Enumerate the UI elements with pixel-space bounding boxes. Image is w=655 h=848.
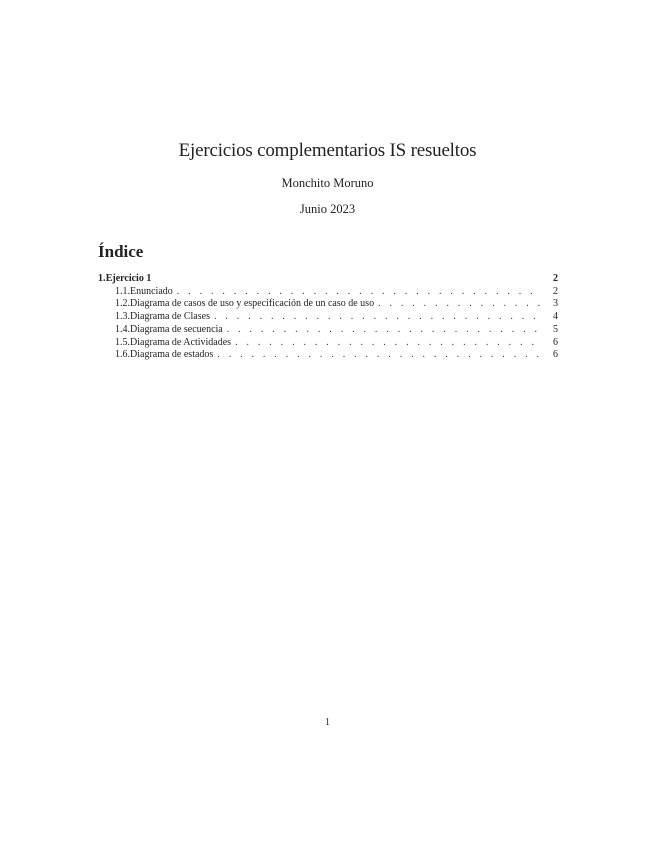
toc-entry-number: 1.2.	[115, 298, 130, 310]
toc-entry-page: 6	[553, 336, 558, 348]
toc-entry-label: Enunciado	[130, 285, 173, 297]
toc-leader-dots	[177, 286, 540, 299]
toc-leader-dots	[235, 337, 540, 350]
page-number: 1	[325, 717, 330, 728]
toc-leader-dots	[227, 324, 540, 337]
toc-leader-dots	[217, 349, 540, 362]
toc-entry-label: Diagrama de casos de uso y especificación de un caso de uso	[130, 298, 375, 310]
toc-entry-diagrama-de-secuencia[interactable]	[98, 324, 558, 337]
toc-section-page: 2	[553, 273, 558, 284]
toc-entry-casos-de-uso[interactable]	[98, 298, 558, 311]
toc-entry-number: 1.5.	[115, 336, 130, 348]
toc-entry-number: 1.4.	[115, 323, 130, 335]
toc-section-label: Ejercicio 1	[105, 273, 152, 284]
toc-entry-page: 4	[553, 311, 558, 323]
toc-entry-number: 1.3.	[115, 311, 130, 323]
toc-entry-page: 6	[553, 349, 558, 361]
toc-entry-page: 5	[553, 323, 558, 335]
document-author: Monchito Moruno	[281, 176, 374, 190]
toc-entry-label: Diagrama de Actividades	[130, 336, 232, 348]
toc-entry-diagrama-de-estados[interactable]	[98, 349, 558, 362]
toc-entry-label: Diagrama de Clases	[130, 311, 210, 323]
toc-heading: Índice	[98, 242, 144, 261]
toc-entry-diagrama-de-clases[interactable]	[98, 311, 558, 324]
toc-entry-number: 1.6.	[115, 349, 130, 361]
table-of-contents	[98, 272, 558, 362]
toc-section-ejercicio-1[interactable]	[98, 272, 558, 286]
toc-entry-label: Diagrama de estados	[130, 349, 214, 361]
document-title: Ejercicios complementarios IS resueltos	[178, 140, 477, 161]
document-date: Junio 2023	[299, 202, 356, 216]
toc-entry-page: 2	[553, 285, 558, 297]
toc-section-number: 1.	[98, 273, 106, 284]
toc-leader-dots	[214, 311, 540, 324]
toc-entry-page: 3	[553, 298, 558, 310]
toc-leader-dots	[378, 298, 540, 311]
toc-entry-number: 1.1.	[115, 285, 130, 297]
toc-entry-diagrama-de-actividades[interactable]	[98, 337, 558, 350]
toc-entry-enunciado[interactable]	[98, 286, 558, 299]
toc-entry-label: Diagrama de secuencia	[130, 323, 223, 335]
